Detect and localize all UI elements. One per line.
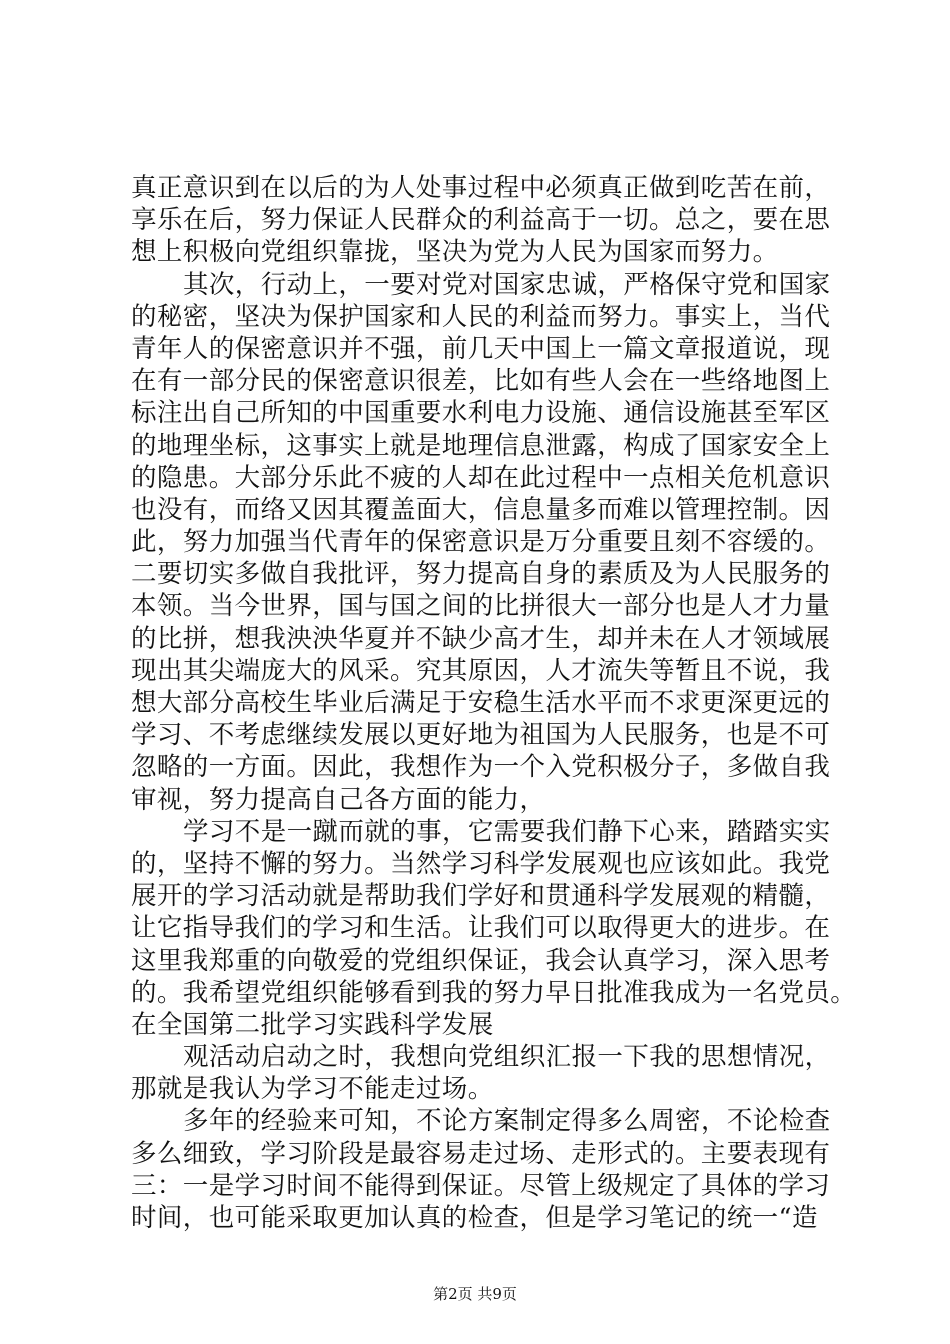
- text-line: 三：一是学习时间不能得到保证。尽管上级规定了具体的学习: [131, 1170, 831, 1201]
- text-line: 想上积极向党组织靠拢，坚决为党为人民为国家而努力。: [131, 237, 779, 268]
- text-line: 展开的学习活动就是帮助我们学好和贯通科学发展观的精髓，: [131, 881, 831, 912]
- text-line: 青年人的保密意识并不强，前几天中国上一篇文章报道说，现: [131, 333, 831, 364]
- text-line: 多年的经验来可知，不论方案制定得多么周密，不论检查: [183, 1106, 831, 1137]
- document-body: [131, 172, 857, 1234]
- text-line: 本领。当今世界，国与国之间的比拼很大一部分也是人才力量: [131, 591, 831, 622]
- text-line: 的，坚持不懈的努力。当然学习科学发展观也应该如此。我党: [131, 848, 831, 879]
- text-line: 学习、不考虑继续发展以更好地为祖国为人民服务，也是不可: [131, 720, 831, 751]
- text-line: 现出其尖端庞大的风采。究其原因，人才流失等暂且不说，我: [131, 655, 831, 686]
- text-line: 标注出自己所知的中国重要水利电力设施、通信设施甚至军区: [131, 398, 831, 429]
- text-line: 的隐患。大部分乐此不疲的人却在此过程中一点相关危机意识: [131, 462, 831, 493]
- text-line: 享乐在后，努力保证人民群众的利益高于一切。总之，要在思: [131, 205, 831, 236]
- text-line: 真正意识到在以后的为人处事过程中必须真正做到吃苦在前，: [131, 173, 831, 203]
- text-line: 此，努力加强当代青年的保密意识是万分重要且刻不容缓的。: [131, 527, 831, 558]
- text-line: 想大部分高校生毕业后满足于安稳生活水平而不求更深更远的: [131, 688, 831, 718]
- page-footer: 第2页 共9页: [433, 1285, 517, 1303]
- text-line: 多么细致，学习阶段是最容易走过场、走形式的。主要表现有: [131, 1138, 831, 1169]
- text-line: 这里我郑重的向敬爱的党组织保证，我会认真学习，深入思考: [131, 945, 831, 976]
- text-line: 那就是我认为学习不能走过场。: [131, 1074, 494, 1105]
- text-line: 审视，努力提高自己各方面的能力，: [131, 784, 546, 815]
- text-line: 时间，也可能采取更加认真的检查，但是学习笔记的统一“造: [131, 1203, 818, 1233]
- text-line: 的比拼，想我泱泱华夏并不缺少高才生，却并未在人才领域展: [131, 623, 831, 654]
- text-line: 在有一部分民的保密意识很差，比如有些人会在一些络地图上: [131, 366, 831, 397]
- text-line: 的秘密，坚决为保护国家和人民的利益而努力。事实上，当代: [131, 301, 831, 332]
- text-line: 观活动启动之时，我想向党组织汇报一下我的思想情况，: [183, 1042, 831, 1073]
- text-line: 忽略的一方面。因此，我想作为一个入党积极分子，多做自我: [131, 752, 831, 783]
- text-line: 学习不是一蹴而就的事，它需要我们静下心来，踏踏实实: [183, 816, 831, 847]
- text-line: 的地理坐标，这事实上就是地理信息泄露，构成了国家安全上: [131, 430, 831, 461]
- text-line: 让它指导我们的学习和生活。让我们可以取得更大的进步。在: [131, 913, 831, 944]
- text-line: 也没有，而络又因其覆盖面大，信息量多而难以管理控制。因: [131, 494, 831, 525]
- text-line: 的。我希望党组织能够看到我的努力早日批准我成为一名党员。: [131, 977, 857, 1008]
- text-line: 二要切实多做自我批评，努力提高自身的素质及为人民服务的: [131, 559, 831, 590]
- text-line: 其次，行动上，一要对党对国家忠诚，严格保守党和国家: [183, 269, 831, 300]
- text-line: 在全国第二批学习实践科学发展: [131, 1009, 494, 1040]
